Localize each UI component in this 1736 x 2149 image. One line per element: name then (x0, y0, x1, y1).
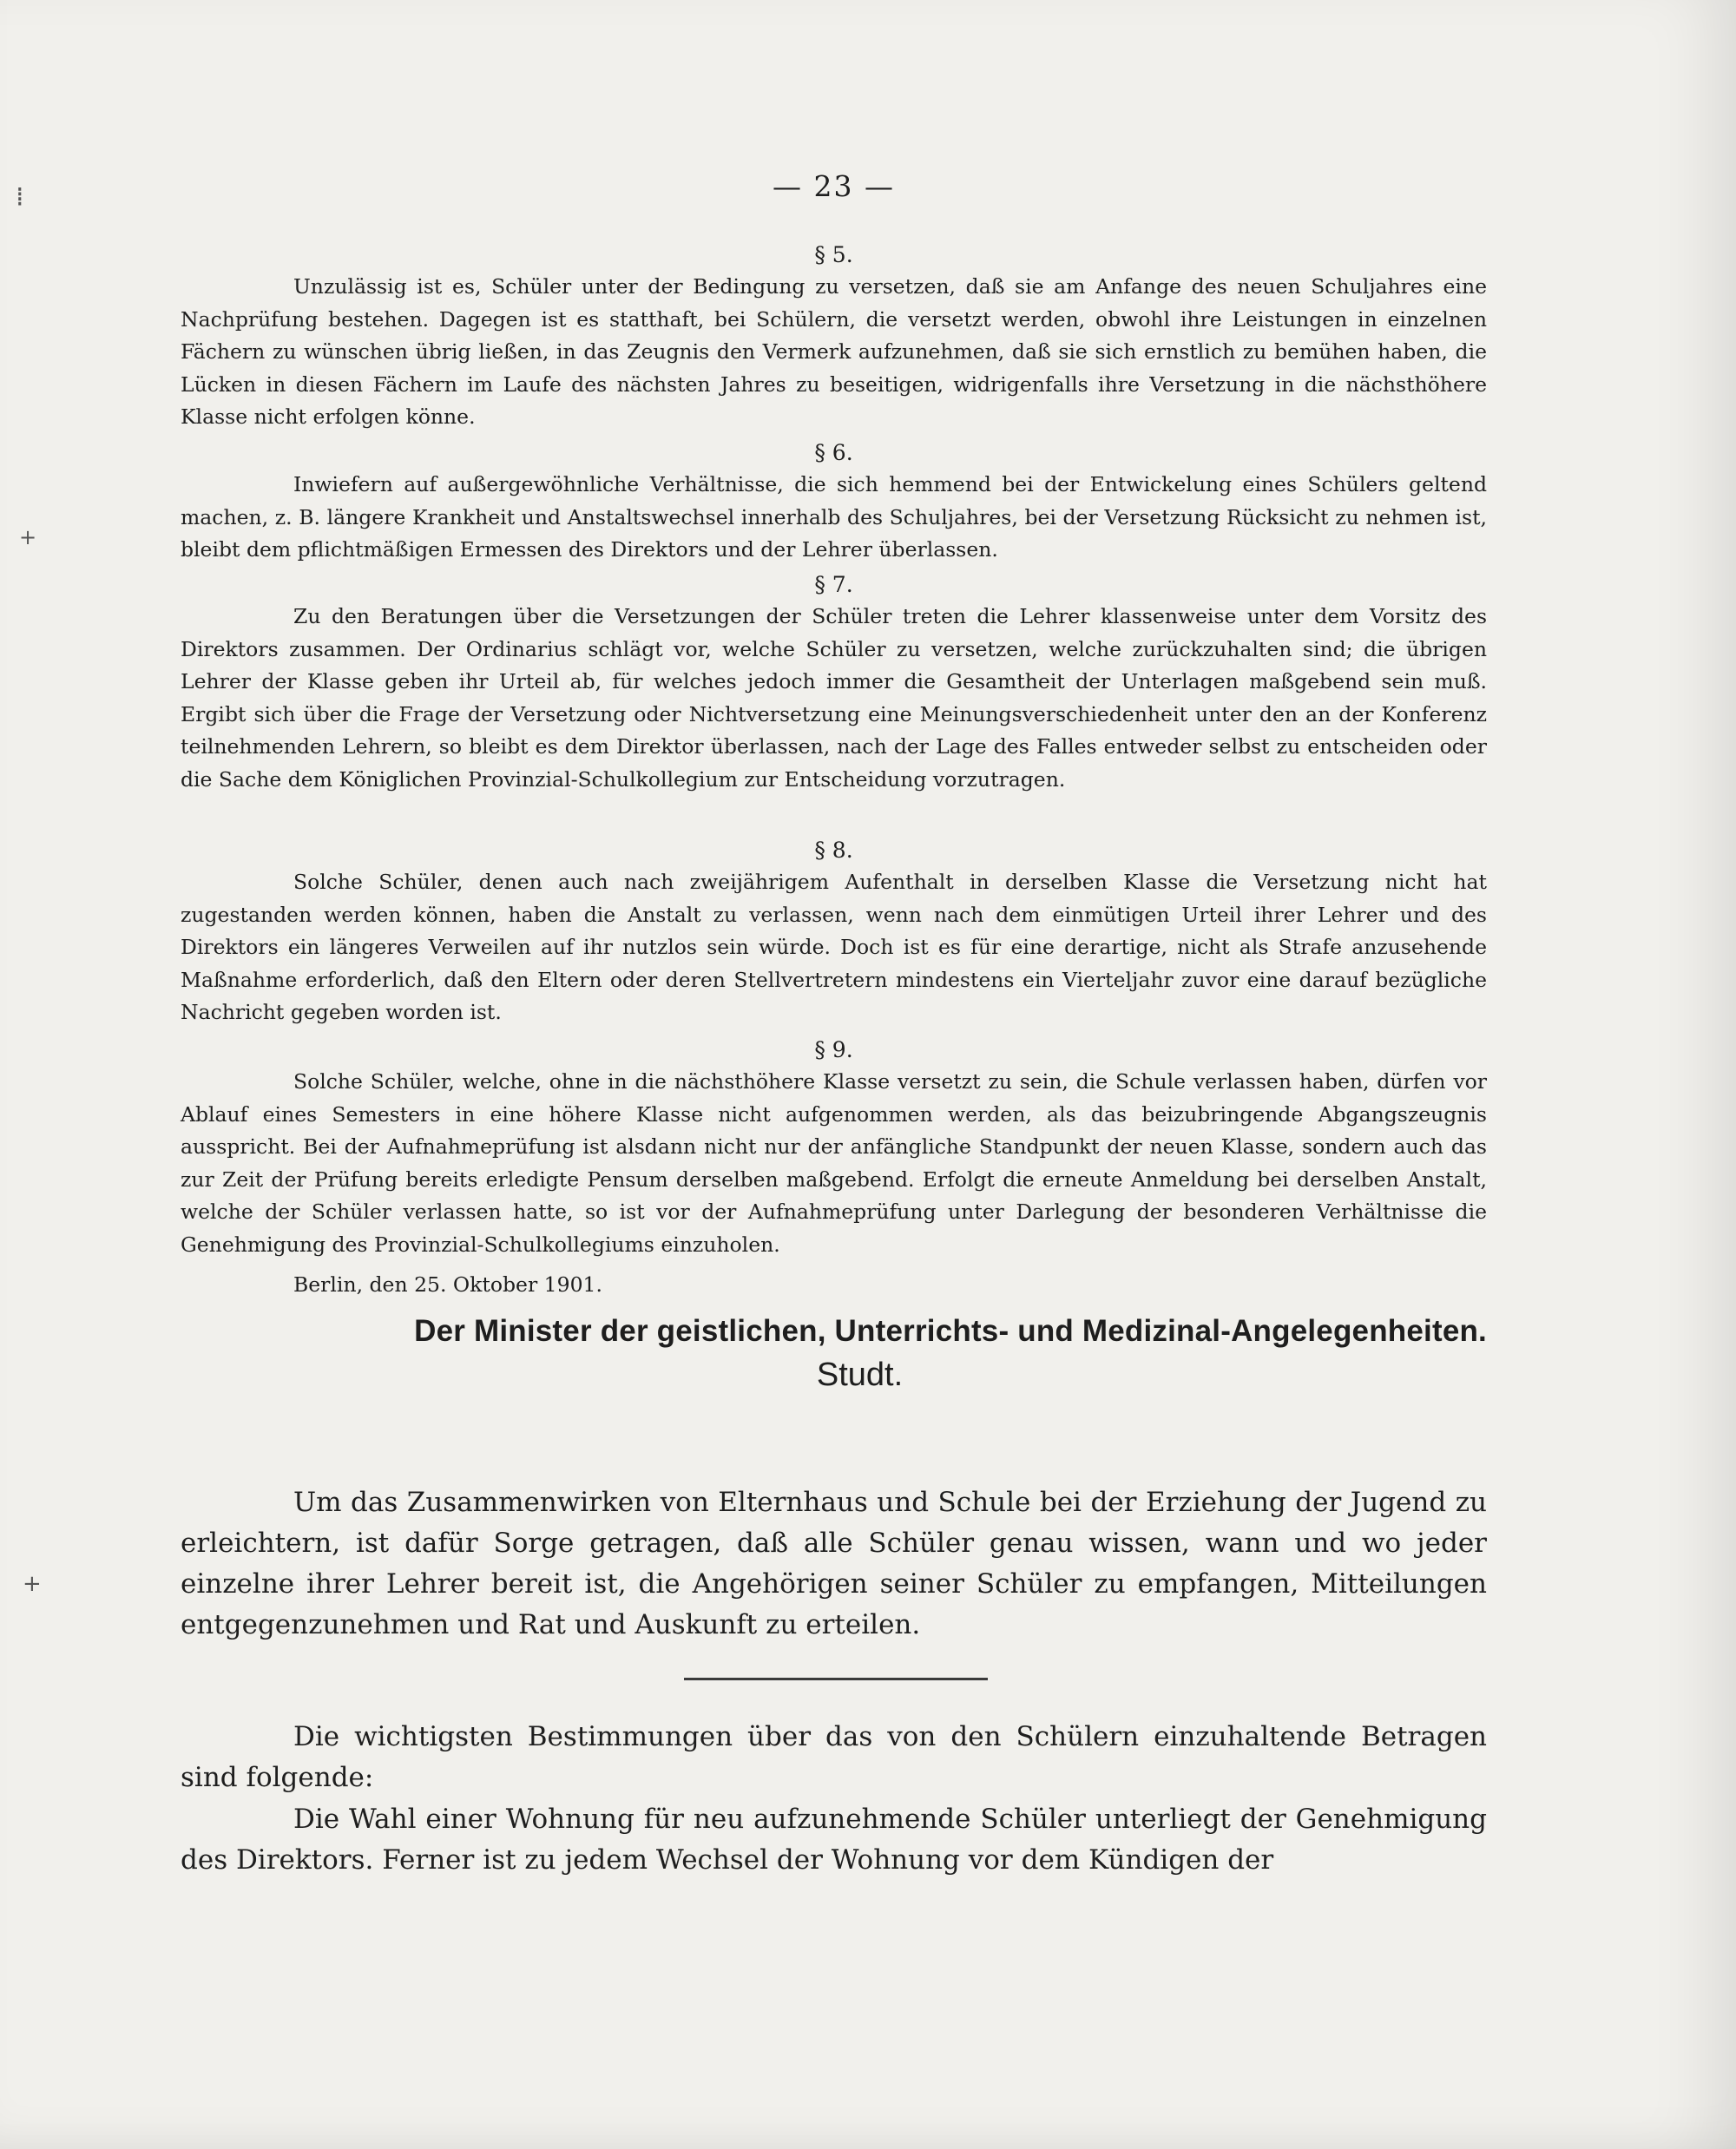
housing-paragraph (181, 1799, 1487, 1881)
rules-intro-paragraph (181, 1717, 1487, 1798)
section-text: Unzulässig ist es, Schüler unter der Bedingung zu versetzen, daß sie am Anfange des neuen Schuljahres eine Nachprüfung bestehen. Dagegen ist es statthaft, bei Schülern, die versetzt werden, obwohl ihre Leistungen in einzelnen Fächern zu wünschen übrig ließen, in das Zeugnis den Vermerk aufzunehmen, daß sie sich ernstlich zu bemühen haben, die Lücken in diesen Fächern im Laufe des nächsten Jahres zu beseitigen, widrigenfalls ihre Versetzung in die nächsthöhere Klasse nicht erfolgen könne. (181, 274, 1487, 429)
section-5 (181, 240, 1487, 434)
signature: Studt. (816, 1357, 904, 1393)
section-heading: § 7. (814, 572, 853, 597)
section-text: Inwiefern auf außergewöhnliche Verhältnisse, die sich hemmend bei der Entwickelung eines Schülers geltend machen, z. B. längere Krankheit und Anstaltswechsel innerhalb des Schuljahres, bei der Versetzung Rücksicht zu nehmen ist, bleibt dem pflichtmäßigen Ermessen des Direktors und der Lehrer überlassen. (181, 472, 1487, 562)
section-9 (181, 1035, 1487, 1261)
section-heading: § 5. (814, 242, 853, 267)
minister-title: Der Minister der geistlichen, Unterrichts- und Medizinal-Angelegenheiten. (414, 1314, 1487, 1348)
section-8 (181, 835, 1487, 1029)
page-number: — 23 — (773, 169, 895, 203)
dateline: Berlin, den 25. Oktober 1901. (293, 1272, 602, 1297)
section-text: Zu den Beratungen über die Versetzungen der Schüler treten die Lehrer klassenweise unter dem Vorsitz des Direktors zusammen. Der Ordinarius schlägt vor, welche Schüler zu versetzen, welche zurückzuhalten sind; die übrigen Lehrer der Klasse geben ihr Urteil ab, für welches jedoch immer die Gesamtheit der Unterlagen maßgebend sein muß. Ergibt sich über die Frage der Versetzung oder Nichtversetzung eine Meinungsverschiedenheit unter den an der Konferenz teilnehmenden Lehrern, so bleibt es dem Direktor überlassen, nach der Lage des Falles entweder selbst zu entscheiden oder die Sache dem Königlichen Provinzial-Schulkollegium zur Entscheidung vorzutragen. (181, 604, 1487, 792)
section-heading: § 8. (814, 838, 853, 863)
section-divider (684, 1678, 988, 1680)
paragraph-text: Die Wahl einer Wohnung für neu aufzunehmende Schüler unterliegt der Genehmigung des Direktors. Ferner ist zu jedem Wechsel der Wohnung vor dem Kündigen der (181, 1804, 1487, 1876)
section-text: Solche Schüler, welche, ohne in die nächsthöhere Klasse versetzt zu sein, die Schule verlassen haben, dürfen vor Ablauf eines Semesters in eine höhere Klasse nicht aufgenommen werden, als das beizubringende Abgangszeugnis ausspricht. Bei der Aufnahmeprüfung ist alsdann nicht nur der anfängliche Standpunkt der neuen Klasse, sondern auch das zur Zeit der Prüfung bereits erledigte Pensum derselben maßgebend. Erfolgt die erneute Anmeldung bei derselben Anstalt, welche der Schüler verlassen hatte, so ist vor der Aufnahmeprüfung unter Darlegung der besonderen Verhältnisse die Genehmigung des Provinzial-Schulkollegiums einzuholen. (181, 1069, 1487, 1257)
binding-mark: ⁞ (16, 182, 24, 213)
margin-cross-mark: + (23, 1571, 42, 1597)
section-heading: § 6. (814, 440, 853, 465)
section-text: Solche Schüler, denen auch nach zweijährigem Aufenthalt in derselben Klasse die Versetzung nicht hat zugestanden werden können, haben die Anstalt zu verlassen, wenn nach dem einmütigen Urteil ihrer Lehrer und des Direktors ein längeres Verweilen auf ihr nutzlos sein würde. Doch ist es für eine derartige, nicht als Strafe anzusehende Maßnahme erforderlich, daß den Eltern oder deren Stellvertretern mindestens ein Vierteljahr zuvor eine darauf bezügliche Nachricht gegeben worden ist. (181, 870, 1487, 1024)
cooperation-paragraph (181, 1482, 1487, 1646)
paragraph-text: Die wichtigsten Bestimmungen über das von den Schülern einzuhaltende Betragen sind folgende: (181, 1721, 1487, 1793)
section-6 (181, 437, 1487, 567)
margin-tick-mark: + (19, 525, 37, 549)
section-heading: § 9. (814, 1037, 853, 1062)
section-7 (181, 569, 1487, 796)
paragraph-text: Um das Zusammenwirken von Elternhaus und Schule bei der Erziehung der Jugend zu erleichtern, ist dafür Sorge getragen, daß alle Schüler genau wissen, wann und wo jeder einzelne ihrer Lehrer bereit ist, die Angehörigen seiner Schüler zu empfangen, Mitteilungen entgegenzunehmen und Rat und Auskunft zu erteilen. (181, 1487, 1487, 1640)
